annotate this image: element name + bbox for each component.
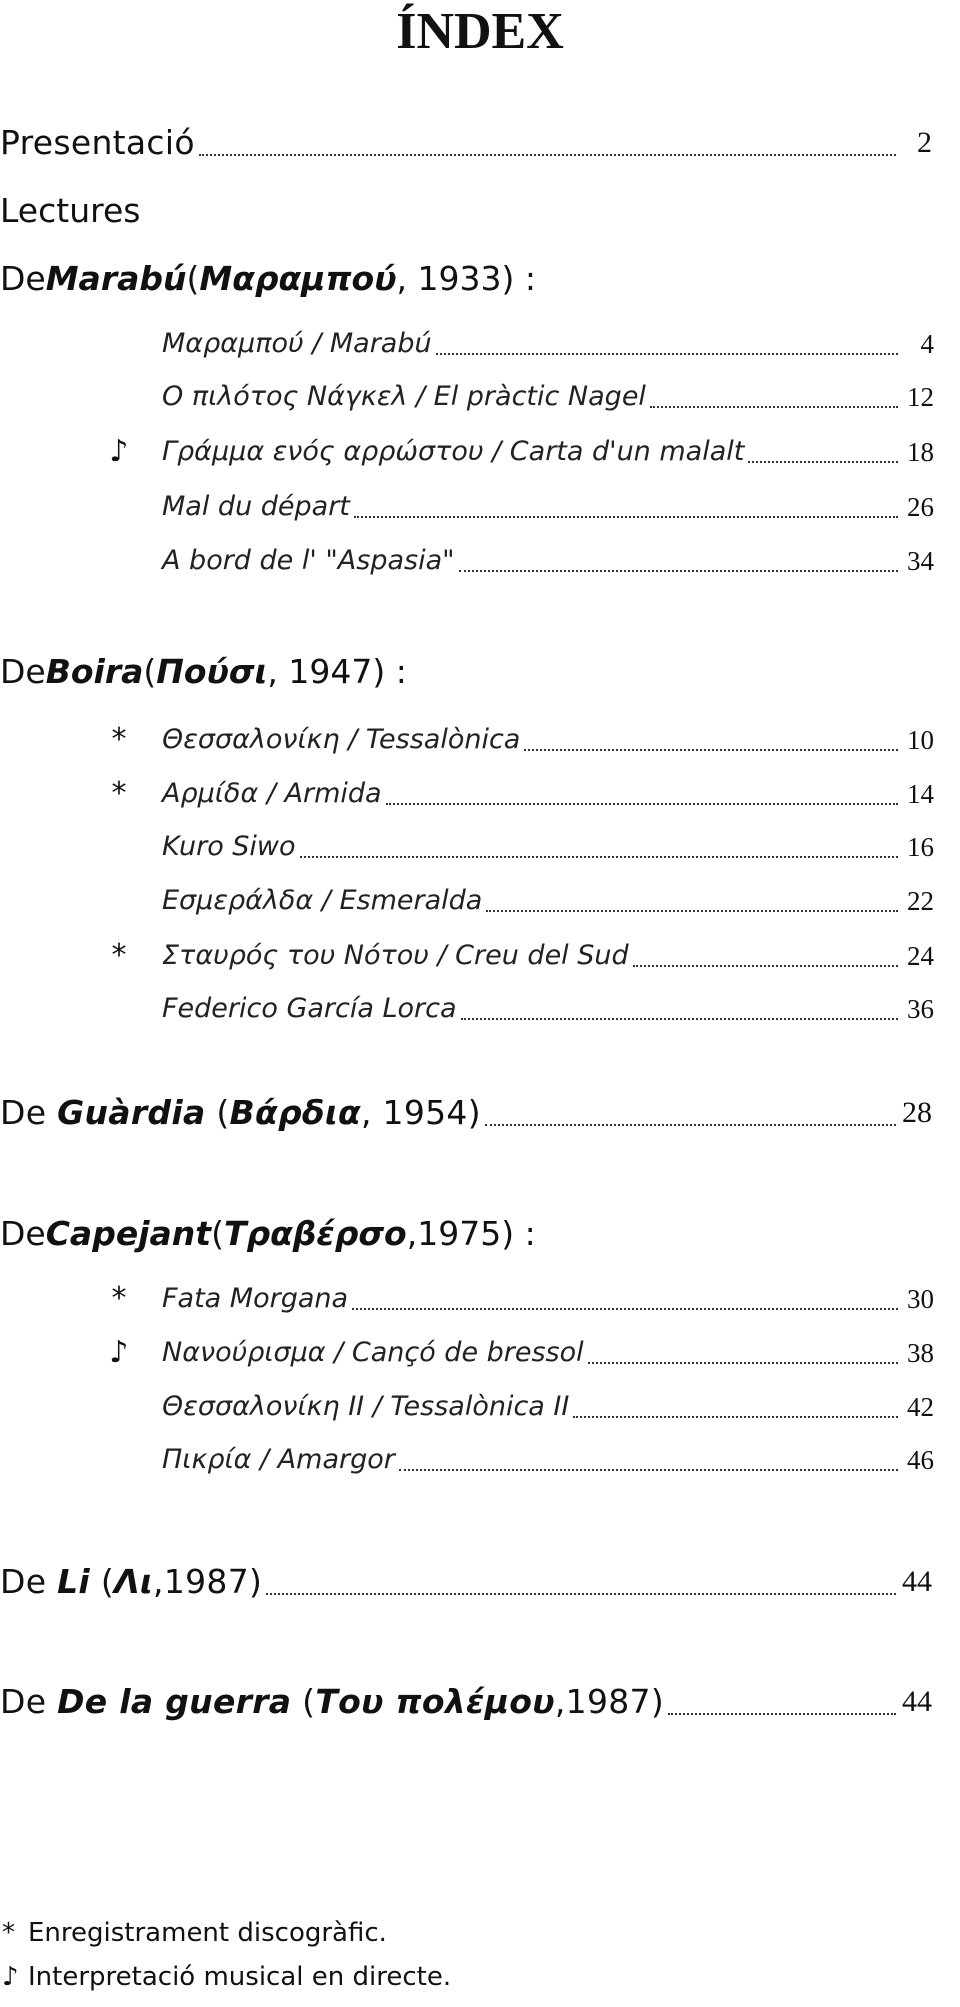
collection-title: Guàrdia	[57, 1093, 206, 1132]
toc-entry[interactable]: ♪ Γράμμα ενός αρρώστου / Carta d'un malalt 18	[162, 433, 934, 471]
collection-title: Capejant	[45, 1214, 212, 1253]
music-note-icon: ♪	[2, 1962, 19, 1992]
dot-leader	[573, 1416, 898, 1418]
page-number: 44	[902, 1565, 932, 1598]
collection-title: Boira	[45, 652, 144, 691]
asterisk-icon: *	[2, 1918, 15, 1948]
legend-text: Enregistrament discogràfic.	[28, 1918, 387, 1948]
collection-heading: De De la guerra (Του πολέμου,1987)	[0, 1682, 665, 1721]
page-number: 28	[902, 1096, 932, 1129]
asterisk-icon: *	[111, 1281, 127, 1316]
toc-entry[interactable]: Kuro Siwo 16	[162, 831, 934, 862]
dot-leader	[588, 1362, 898, 1364]
toc-entry[interactable]: Θεσσαλονίκη II / Tessalònica II 42	[162, 1391, 934, 1422]
collection-greek-title: Τραβέρσο	[223, 1214, 407, 1253]
dot-leader	[633, 965, 898, 967]
page-title: ÍNDEX	[396, 3, 564, 60]
toc-entry[interactable]: * Fata Morgana 30	[162, 1280, 934, 1318]
dot-leader	[266, 1593, 896, 1595]
dot-leader	[650, 406, 898, 408]
dot-leader	[459, 570, 898, 572]
page-number: 44	[902, 1685, 932, 1718]
toc-entry[interactable]: Mal du départ 26	[162, 491, 934, 522]
page-number: 2	[917, 126, 932, 159]
toc-entry-guardia[interactable]	[0, 1091, 932, 1135]
collection-greek-title: Μαραμπού	[199, 259, 397, 298]
toc-entry-label: Presentació	[0, 123, 195, 162]
section-label: Lectures	[0, 191, 141, 230]
dot-leader	[386, 803, 898, 805]
collection-greek-title: Του πολέμου	[315, 1682, 555, 1721]
collection-heading-boira: De Boira ( Πούσι , 1947) :	[0, 650, 407, 694]
toc-entry[interactable]: Πικρία / Amargor 46	[162, 1444, 934, 1475]
collection-greek-title: Λι	[114, 1562, 154, 1601]
toc-entry-presentacio[interactable]	[0, 121, 932, 165]
section-heading-lectures	[0, 189, 140, 233]
toc-entry-guerra[interactable]	[0, 1680, 932, 1724]
dot-leader	[300, 856, 898, 858]
dot-leader	[486, 910, 898, 912]
legend-recording	[2, 1916, 387, 1950]
asterisk-icon: *	[111, 776, 127, 811]
toc-entry[interactable]: Εσμεράλδα / Esmeralda 22	[162, 885, 934, 916]
collection-title: Li	[57, 1562, 91, 1601]
dot-leader	[399, 1469, 898, 1471]
dot-leader	[436, 353, 898, 355]
dot-leader	[668, 1713, 896, 1715]
asterisk-icon: *	[111, 938, 127, 973]
dot-leader	[524, 749, 898, 751]
toc-entry[interactable]: A bord de l' "Aspasia" 34	[162, 545, 934, 576]
dot-leader	[461, 1018, 898, 1020]
music-note-icon: ♪	[109, 1335, 129, 1370]
toc-entry[interactable]: ♪ Νανούρισμα / Cançó de bressol 38	[162, 1334, 934, 1372]
dot-leader	[485, 1124, 896, 1126]
toc-entry[interactable]: Μαραμπού / Marabú 4	[162, 328, 934, 359]
collection-heading: De Li (Λι,1987)	[0, 1562, 263, 1601]
collection-greek-title: Βάρδια	[229, 1093, 361, 1132]
collection-title: Marabú	[45, 259, 187, 298]
collection-heading: De Guàrdia (Βάρδια, 1954)	[0, 1093, 481, 1132]
toc-entry[interactable]: * Σταυρός του Νότου / Creu del Sud 24	[162, 937, 934, 975]
dot-leader	[352, 1308, 898, 1310]
toc-entry[interactable]: Federico García Lorca 36	[162, 993, 934, 1024]
toc-entry[interactable]: * Αρμίδα / Armida 14	[162, 775, 934, 813]
collection-greek-title: Πούσι	[156, 652, 268, 691]
legend-live-music	[2, 1960, 451, 1994]
asterisk-icon: *	[111, 722, 127, 757]
toc-entry-li[interactable]	[0, 1560, 932, 1604]
toc-entry[interactable]: * Θεσσαλονίκη / Tessalònica 10	[162, 721, 934, 759]
toc-entry[interactable]: Ο πιλότος Νάγκελ / El pràctic Nagel 12	[162, 381, 934, 412]
dot-leader	[199, 154, 896, 156]
dot-leader	[748, 461, 898, 463]
collection-heading-capejant: De Capejant ( Τραβέρσο ,1975) :	[0, 1212, 536, 1256]
dot-leader	[354, 516, 898, 518]
music-note-icon: ♪	[109, 434, 129, 469]
collection-title: De la guerra	[57, 1682, 292, 1721]
legend-text: Interpretació musical en directe.	[28, 1962, 452, 1992]
collection-heading-marabu: De Marabú ( Μαραμπού , 1933) :	[0, 257, 536, 301]
